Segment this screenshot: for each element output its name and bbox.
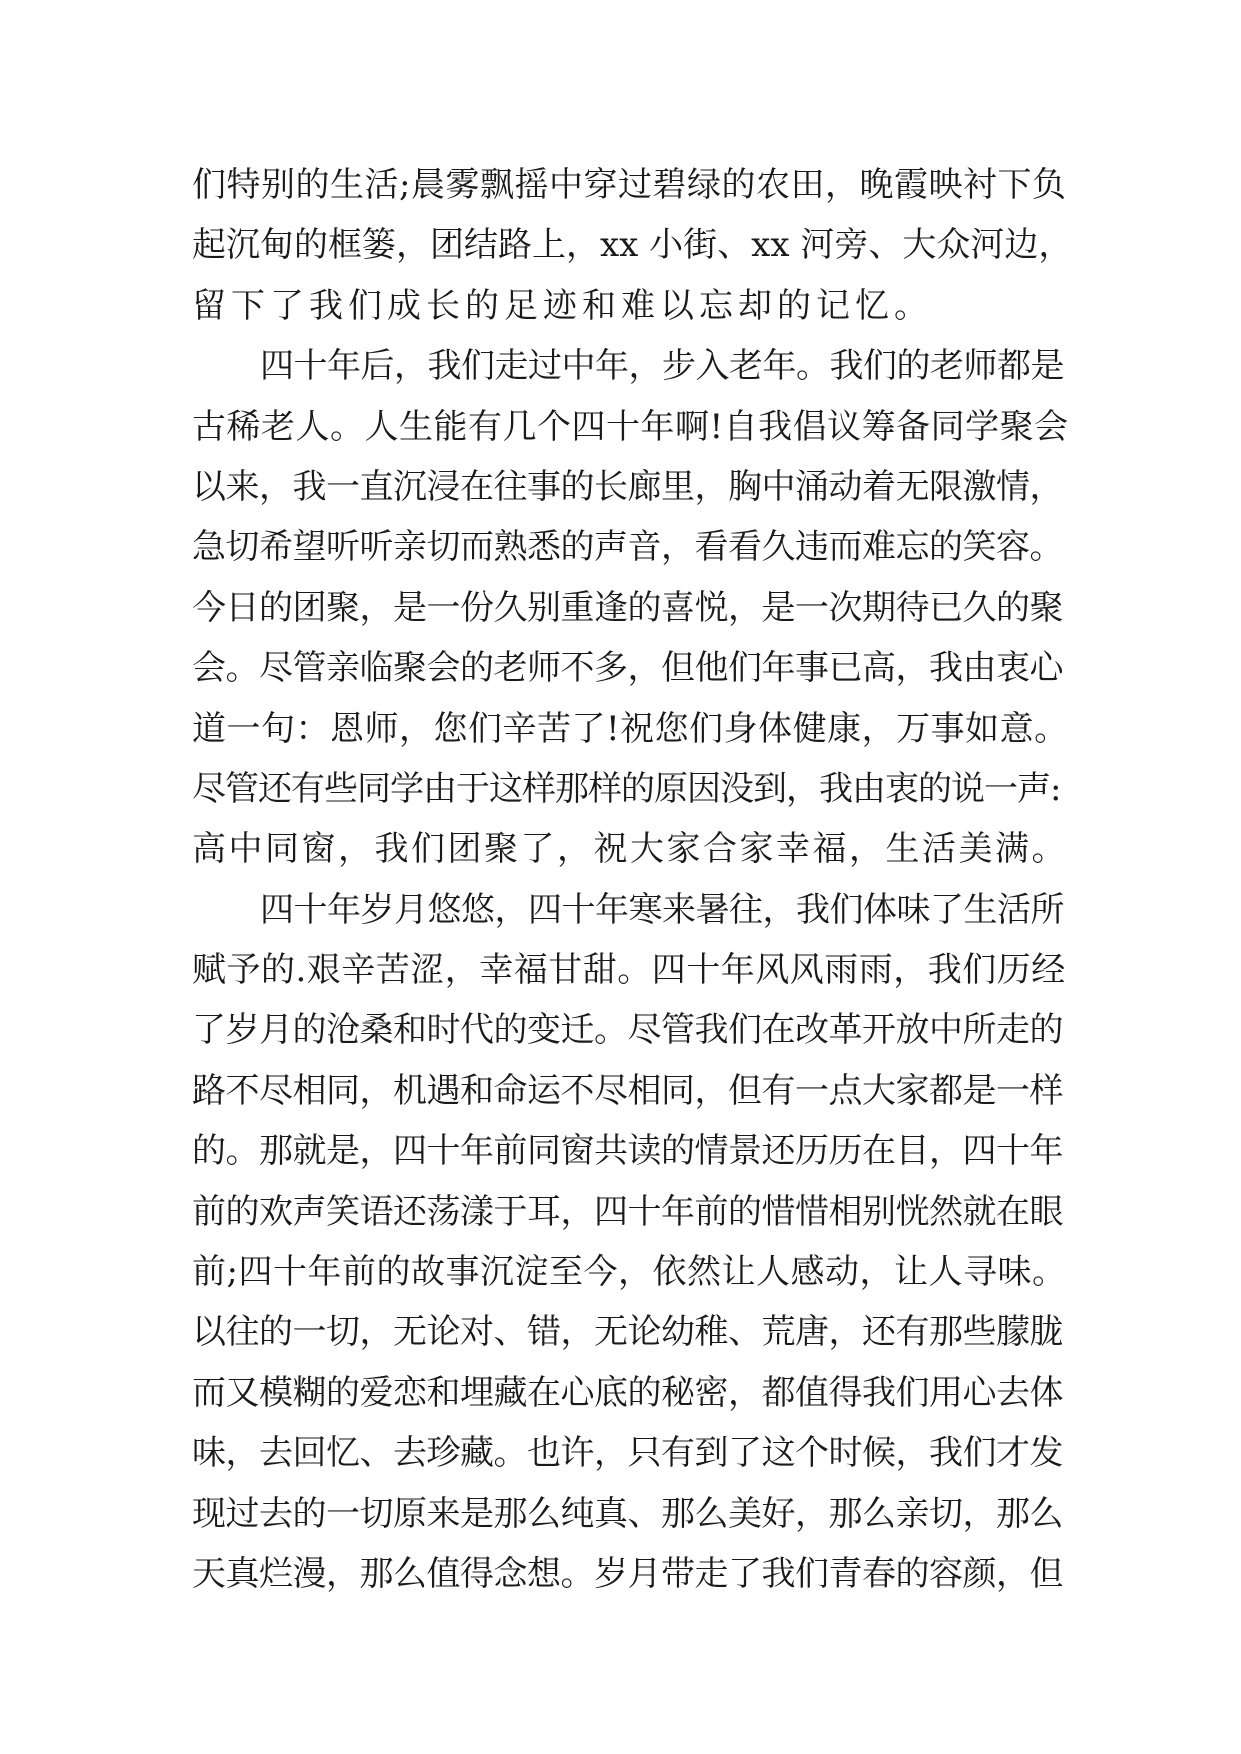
text-line: 路不尽相同，机遇和命运不尽相同，但有一点大家都是一样 <box>192 1070 1063 1111</box>
text-line: 会。尽管亲临聚会的老师不多，但他们年事已高，我由衷心 <box>192 648 1063 689</box>
text-line: 高中同窗，我们团聚了，祝大家合家幸福，生活美满。 <box>192 829 1068 870</box>
text-line: 尽管还有些同学由于这样那样的原因没到，我由衷的说一声: <box>192 768 1061 809</box>
text-line: 前;四十年前的故事沉淀至今，依然让人感动，让人寻味。 <box>192 1252 1067 1293</box>
text-line: 而又模糊的爱恋和埋藏在心底的秘密，都值得我们用心去体 <box>192 1372 1063 1413</box>
text-line: 急切希望听听亲切而熟悉的声音，看看久违而难忘的笑容。 <box>192 527 1063 568</box>
text-line: 前的欢声笑语还荡漾于耳，四十年前的惜惜相别恍然就在眼 <box>192 1191 1063 1232</box>
text-line: 味，去回忆、去珍藏。也许，只有到了这个时候，我们才发 <box>192 1433 1063 1474</box>
text-line: 以来，我一直沉浸在往事的长廊里，胸中涌动着无限激情， <box>192 466 1063 507</box>
paragraph-start-line: 四十年岁月悠悠，四十年寒来暑往，我们体味了生活所 <box>260 889 1064 930</box>
text-line: 道一句：恩师，您们辛苦了!祝您们身体健康，万事如意。 <box>192 708 1069 749</box>
text-line: 今日的团聚，是一份久别重逢的喜悦，是一次期待已久的聚 <box>192 587 1063 628</box>
text-line: 们特别的生活;晨雾飘摇中穿过碧绿的农田，晚霞映衬下负 <box>192 165 1067 205</box>
body-text <box>192 155 1072 1604</box>
text-line: 现过去的一切原来是那么纯真、那么美好，那么亲切，那么 <box>192 1493 1063 1534</box>
text-line: 的。那就是，四十年前同窗共读的情景还历历在目，四十年 <box>192 1131 1063 1172</box>
text-line: 天真烂漫，那么值得念想。岁月带走了我们青春的容颜，但 <box>192 1553 1063 1594</box>
text-line: 起沉甸的框篓，团结路上，xx 小街、xx 河旁、大众河边， <box>192 225 1073 266</box>
text-line: 赋予的.艰辛苦涩，幸福甘甜。四十年风风雨雨，我们历经 <box>192 950 1066 991</box>
text-line: 以往的一切，无论对、错，无论幼稚、荒唐，还有那些朦胧 <box>192 1312 1063 1353</box>
text-line: 古稀老人。人生能有几个四十年啊!自我倡议筹备同学聚会 <box>192 406 1069 447</box>
paragraph-start-line: 四十年后，我们走过中年，步入老年。我们的老师都是 <box>260 346 1064 387</box>
text-line: 了岁月的沧桑和时代的变迁。尽管我们在改革开放中所走的 <box>192 1010 1063 1051</box>
text-line: 留下了我们成长的足迹和难以忘却的记忆。 <box>192 285 933 326</box>
